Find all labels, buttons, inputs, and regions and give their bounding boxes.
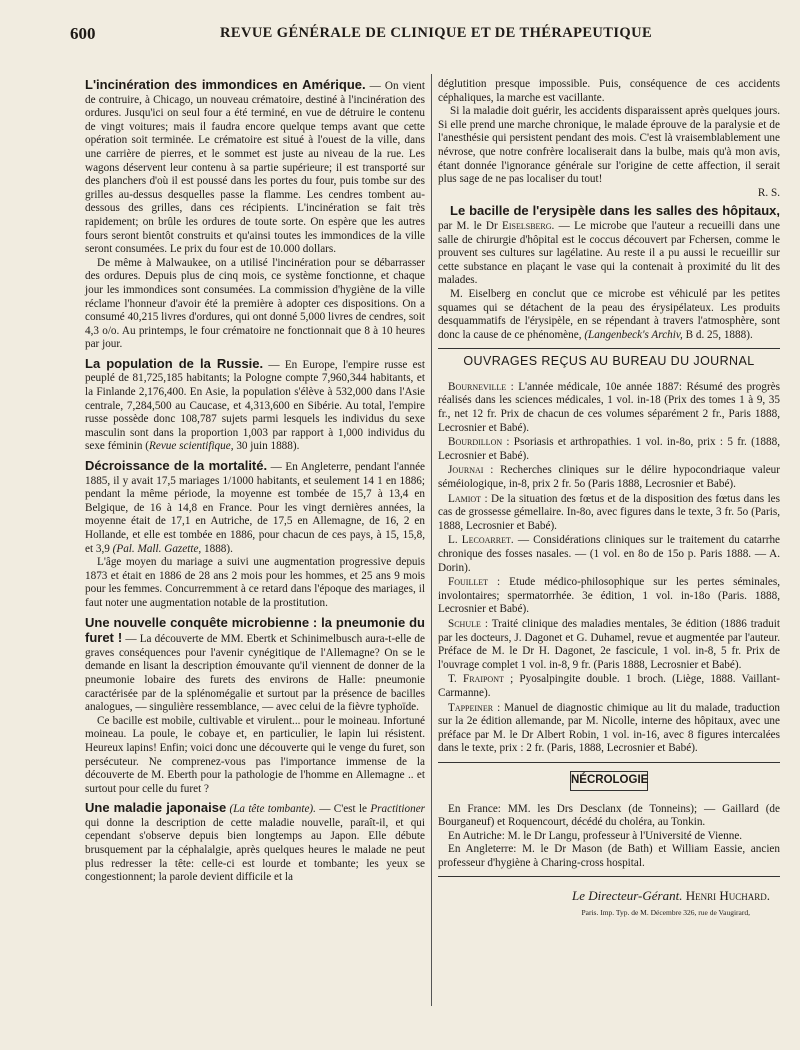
page-header	[60, 24, 760, 46]
book-description: : Etude médico-philosophique sur les pertes séminales, involontaires; spermatorrhée. 3e édition, 1 vol. in-18o (Paris. 1888, Lecrosnier et Babé).	[438, 576, 781, 616]
article-title: Le bacille de l'erysipèle dans les salles des hôpitaux,	[450, 203, 780, 219]
article-japanese-disease: Une maladie japonaise (La tête tombante). — C'est le Practitioner qui donne la description de cette maladie nouvelle, paraît-il, et qui cependant s'observe depuis bien longtemps au Japon. Elle débute brusquement par la céphalalgie, après quelques heures le malade ne peut plus redresser la tête: celle-ci est lourde et tombante; les yeux se congestionnent; la parole devient difficile et la	[85, 800, 426, 884]
article-ferret: Une nouvelle conquête microbienne : la pneumonie du furet ! — La découverte de MM. Ebertk et Schinimelbusch aura-t-elle de graves conséquences pour l'avenir cynégitique de l'Allemagne? On se le demande en lisant la description émouvante qu'il viennent de donner de la pneumonie lobaire des furets des environs de Halle: pneumonie caractérisée par de la splénomégalie et surtout par la présence de bacilles analogues, — singulière ressemblance, — avec celui de la fièvre typhoïde. Ce bacille est mobile, cultivable et virulent... pour le moineau. Infortuné moineau. La poule, le cobaye et, en particulier, le lapin lui résistent. Heureux lapins! Enfin; voici donc une découverte qui le venge du furet, son persécuteur. Ne comprenez-vous pas l'importance immense de la découverte de M. Eberth pour la pathologie de l'homme en Allemagne .. et surtout pour celle du furet ?	[85, 614, 425, 795]
article-paragraph: L'âge moyen du mariage a suivi une augmentation progressive depuis 1873 et était en 1886 de 28 ans 2 mois pour les hommes, et 25 ans 9 mois pour les femmes. Concurremment à ce retard dans l'époque des mariages, il faut noter une augmentation notable de la prostitution.	[85, 556, 425, 609]
section-divider	[438, 348, 780, 349]
article-source: (Langenbeck's Archiv,	[584, 328, 683, 341]
book-entry	[438, 464, 780, 491]
book-description: : Manuel de diagnostic chimique au lit du malade, traduction sur la 2e édition allemande, par M. Nicolle, interne des hôpitaux, avec une préface par M. le Dr Albert Robin, 1 vol. in-16, avec 8 figures intercalées dans le texte, prix : 2 fr. (Paris, 1888, Lecrosnier et Babé).	[438, 701, 781, 755]
book-author: Bourneville	[448, 380, 507, 393]
article-title: Une nouvelle conquête microbienne : la pneumonie du furet !	[85, 614, 425, 646]
article-date: B d. 25, 1888).	[685, 328, 753, 341]
article-source: (Pal. Mall. Gazette,	[112, 542, 202, 555]
printer-imprint: Paris. Imp. Typ. de M. Décembre 326, rue de Vaugirard,	[581, 908, 750, 918]
necrology-entry: En Angleterre: M. le Dr Mason (de Bath) et William Eassie, ancien professeur d'hygiène à Charing-cross hospital.	[438, 843, 780, 869]
article-mortality: Décroissance de la mortalité. — En Angleterre, pendant l'année 1885, il y avait 17,5 mariages 1/1000 habitants, et seulement 14 1 en 1886; pendant la même période, la moyenne est tombée de 15,7 à 13,4 en Belgique, de 16 à 14,8 en France. Pour les vingt dernières années, la moyenne était de 17,1 en Autriche, de 17,5 en Allemagne, de 16, 2 en Hollande, et elle est tombée en 1886, pour chacun de ces pays, à 15, 15,8, et 3,9 (Pal. Mall. Gazette, 1888). L'âge moyen du mariage a suivi une augmentation progressive depuis 1873 et était en 1886 de 28 ans 2 mois pour les hommes, et 25 ans 9 mois pour les femmes. Concurremment à ce retard dans l'époque des mariages, il faut noter une augmentation notable de la prostitution.	[85, 458, 426, 609]
article-russia: La population de la Russie. — En Europe, l'empire russe est peuplé de 81,725,185 habitants; la Pologne compte 7,960,344 habitants, et la Finlande 2,176,400. En Asie, la population s'élève à 532,000 dans l'Asie centrale, 7,284,500 au Caucase, et 4,313,600 en Sibérie. Au total, l'empire russe possède donc 108,787 sujets parmi lesquels les individus du sexe masculin sont dans la proportion 1,003 par rapport à 1,000 individus du sexe féminin (Revue scientifique, 30 juin 1888).	[85, 355, 425, 453]
book-description: : Psoriasis et arthropathies. 1 vol. in-8o, prix : 5 fr. (1888, Lecrosnier et Babé).	[438, 436, 780, 462]
article-body: — Le microbe que l'auteur a recueilli dans une salle de chirurgie d'hôpital est le coccus découvert par Fchersen, comme le prouvent ses cultures sur lagélatine. Au reste il a pu aussi le recueillir sur cette substance en plaçant le vase qui la contenait à proximité du lit des malades.	[438, 219, 780, 287]
book-entry	[438, 673, 780, 700]
books-section-title: OUVRAGES REÇUS AU BUREAU DU JOURNAL	[463, 354, 755, 369]
book-entry	[438, 493, 780, 534]
article-body: qui donne la description de cette maladie nouvelle, paraît-il, et qui cependant s'observe depuis bien longtemps au Japon. Elle débute brusquement par la céphalalgie, après quelques heures le malade ne peut plus redresser la tête: celle-ci est lourde et tombante; les yeux se congestionnent; la parole devient difficile et la	[85, 816, 425, 884]
article-body: La découverte de MM. Ebertk et Schinimelbusch aura-t-elle de graves conséquences pour l'avenir cynégitique de l'Allemagne? On se le demande en lisant la description émouvante qu'il viennent de donner de la pneumonie lobaire des furets des environs de Halle: pneumonie caractérisée par de la splénomégalie et surtout par la présence de bacilles analogues, — singulière ressemblance, — avec celui de la fièvre typhoïde.	[85, 633, 425, 714]
article-incineration: L'incinération des immondices en Amérique. — On vient de contruire, à Chicago, un nouveau crématoire, destiné à l'incinération des ordures. Jusqu'ici on seul four a été terminé, en vue de détruire le contenu de vingt voitures; mais il faudra encore quelque temps avant que cette opération soit terminée. Le crématoire est situé à l'ouest de la ville, dans une carrière de pierres, et le sommet est juste au niveau de la rue. Les wagons déservent leur contenu à sa partie supérieure; il est transporté sur des planchers d'où il est poussé dans les portes du four, puis tombe sur des grilles au-dessus desquelles passe la flamme. Les cendres tombent au-dessous des grilles, dans ces récipients. L'incinération se fait très rapidement; on brûle les ordures de toute sorte. On espère que les autres fours seront bientôt construits et qu'ainsi toutes les immondices de la ville seront consumées. Le prix du four est de 10.000 dollars. De même à Malwaukee, on a utilisé l'incinération pour se débarrasser des ordures. Depuis plus de cinq mois, ce système fonctionne, et chaque jour les immondices sont consumées. La commission d'hygiène de la ville réclame l'honneur d'avoir été la première à adopter ces dispositions. On a consumé 40,215 livres d'ordures, qui ont donné 5,000 livres de cendres, soit 4,3 o/o. Au printemps, le four crématoire ne fonctionnait que 8 à 10 heures par jour.	[85, 77, 425, 351]
article-title: Une maladie japonaise	[85, 800, 227, 816]
book-entry	[438, 702, 780, 756]
book-author: Bourdillon	[448, 436, 503, 449]
book-author: Lamiot	[448, 492, 482, 505]
article-continuation: déglutition presque impossible. Puis, conséquence de ces accidents céphaliques, la marche est vacillante.	[438, 78, 780, 104]
book-author: L. Lecoarret.	[448, 534, 514, 547]
book-description: : De la situation des fœtus et de la disposition des fœtus dans les cas de grossesse gémellaire. In-8o, avec figures dans le texte, 3 fr. 5o (Paris, 1888, Lecrosnier et Babé).	[438, 492, 780, 532]
article-title: Décroissance de la mortalité.	[85, 458, 268, 474]
book-author: Tappeiner	[448, 701, 494, 714]
running-title: REVUE GÉNÉRALE DE CLINIQUE ET DE THÉRAPEUTIQUE	[220, 25, 653, 41]
article-source: Revue scientifique,	[149, 440, 234, 453]
book-description: : Recherches cliniques sur le délire hypocondriaque valeur séméiologique, in-8, prix 2 fr. 5o (Paris 1888, Lecrosnier et Babé).	[438, 464, 781, 491]
necrology-heading: NÉCROLOGIE	[570, 771, 648, 791]
author-name: Eiselsberg.	[502, 219, 555, 232]
necrology-entry: En France: MM. les Drs Desclanx (de Tonneins); — Gaillard (de Bourganeuf) et Roquencourt, décédé du choléra, au Tonkin.	[438, 802, 780, 829]
article-body: En Europe, l'empire russe est peuplé de 81,725,185 habitants; la Pologne compte 7,960,344 habitants, et la Finlande 2,176,400. En Asie, la population s'élève à 532,000 dans l'Asie centrale, 7,284,500 au Caucase, et 4,313,600 en Sibérie. Au total, l'empire russe possède donc 108,787 sujets parmi lesquels les individus du sexe masculin sont dans la proportion 1,003 par rapport à 1,000 individus du sexe féminin	[85, 358, 425, 453]
article-title: L'incinération des immondices en Amérique.	[85, 77, 366, 92]
article-signature: R. S.	[757, 186, 780, 199]
article-paragraph: Si la maladie doit guérir, les accidents disparaissent après quelques jours. Si elle prend une marche chronique, le malade éprouve de la paralysie et de l'anesthésie qui persistent pendant des mois. C'est là vraisemblablement une névrose, que notre confrère localiserait dans la bulbe, mais qu'à mon avis, étant donnée l'ignorance générale sur l'origine de cette affection, il serait plus sage de ne pas localiser du tout!	[438, 105, 780, 186]
section-divider	[438, 876, 780, 877]
article-body: En Angleterre, pendant l'année 1885, il y avait 17,5 mariages 1/1000 habitants, et seulement 14 1 en 1886; pendant la même période, la moyenne est tombée de 15,7 à 13,4 en Belgique, de 16 à 14,8 en France. Pour les vingt dernières années, la moyenne était de 17,1 en Autriche, de 17,5 en Allemagne, de 16, 2 en Hollande, et elle est tombée en 1886, pour chacun de ces pays, à 15, 15,8, et 3,9	[85, 461, 426, 555]
book-description: — Considérations cliniques sur le traitement du catarrhe chronique des fosses nasales. — (1 vol. en 8o de 15o p. Paris 1888. — A. Dorin).	[438, 534, 781, 574]
director-signature	[438, 889, 770, 903]
article-title: La population de la Russie.	[85, 355, 264, 371]
book-author: Journai	[448, 464, 484, 477]
book-author: Fouillet	[448, 576, 488, 589]
article-paragraph: Ce bacille est mobile, cultivable et virulent... pour le moineau. Infortuné moineau. La poule, le cobaye et, en particulier, le lapin lui résistent. Heureux lapins! Enfin; voici donc une découverte qui le venge du furet, son persécuteur. Ne comprenez-vous pas l'importance immense de la découverte de M. Eberth pour la pathologie de l'homme en Allemagne .. et surtout pour celle du furet ?	[85, 714, 425, 795]
book-entry	[438, 618, 780, 672]
article-date: 30 juin 1888).	[236, 440, 300, 453]
book-description: : L'année médicale, 10e année 1887: Résumé des progrès réalisés dans les sciences médicales, 1 vol. in-18 (Prix des tomes 1 à 9, 35 fr., net 12 fr. Prix de chacun de ces volumes séparément 2 fr., Paris 1888, Lecrosnier et Babé).	[438, 380, 780, 434]
article-source: Practitioner	[370, 803, 426, 816]
page-number: 600	[70, 24, 96, 43]
book-entry	[438, 436, 780, 463]
book-description: ; Pyosalpingite double. 1 broch. (Liège, 1888. Vaillant-Carmanne).	[438, 673, 780, 699]
book-author: Schule	[448, 617, 481, 630]
article-paragraph: M. Eiselberg en conclut que ce microbe est véhiculé par les petites squames qui se détachent de la peau des érysipélateux. Les produits desquammatifs de l'érysipèle, en se répendant à travers l'atmosphère, sont donc la cause de ce phénomène,	[438, 287, 780, 341]
director-label: Le Directeur-Gérant.	[572, 888, 683, 904]
column-divider	[431, 74, 432, 1006]
article-lead: C'est le	[333, 803, 368, 816]
article-paragraph: De même à Malwaukee, on a utilisé l'incinération pour se débarrasser des ordures. Depuis plus de cinq mois, ce système fonctionne, et chaque jour les immondices sont consumées. La commission d'hygiène de la ville réclame l'honneur d'avoir été la première à adopter ces dispositions. On a consumé 40,215 livres d'ordures, qui ont donné 5,000 livres de cendres, soit 4,3 o/o. Au printemps, le four crématoire ne fonctionnait que 8 à 10 heures par jour.	[85, 256, 425, 351]
article-erysipelas: Le bacille de l'erysipèle dans les salles des hôpitaux, par M. le Dr Eiselsberg. — Le microbe que l'auteur a recueilli dans une salle de chirurgie d'hôpital est le coccus découvert par Fchersen, comme le prouvent ses cultures sur lagélatine. Au reste il a pu aussi le recueillir sur cette substance en plaçant le vase qui la contenait à proximité du lit des malades. M. Eiselberg en conclut que ce microbe est véhiculé par les petites squames qui se détachent de la peau des érysipélateux. Les produits desquammatifs de l'érysipèle, en se répendant à travers l'atmosphère, sont donc la cause de ce phénomène, (Langenbeck's Archiv, B d. 25, 1888).	[438, 203, 780, 341]
right-column	[438, 78, 780, 920]
book-entry	[438, 534, 780, 575]
article-subtitle: (La tête tombante).	[229, 803, 316, 816]
book-author: T. Fraipont	[448, 673, 504, 686]
necrology-entry: En Autriche: M. le Dr Langu, professeur à l'Université de Vienne.	[448, 829, 743, 842]
book-description: : Traité clinique des maladies mentales, 3e édition (1886 traduit par les docteurs, J. Dagonet et G. Duhamel, revue et augmentée par l'auteur. Préface de M. le Dr H. Dagonet, 2e fascicule, 1 vol. in-8, 5 fr. Prix de l'ouvrage complet 1 vol. in-8, 9 fr. (Paris 1888, Lecrosnier et Babé).	[438, 617, 780, 671]
article-body: On vient de contruire, à Chicago, un nouveau crématoire, destiné à l'incinération des ordures. Jusqu'ici on seul four a été terminé, en vue de détruire le contenu de vingt voitures; mais il faudra encore quelque temps avant que cette opération soit terminée. Le crématoire est situé à l'ouest de la ville, dans une carrière de pierres, et le sommet est juste au niveau de la rue. Les wagons déservent leur contenu à sa partie supérieure; il est transporté sur des planchers d'où il est poussé dans les portes du four, puis tombe sur des grilles au-dessus desquelles passe la flamme. Les cendres tombent au-dessous des grilles, dans ces récipients. L'incinération se fait très rapidement; on brûle les ordures de toute sorte. On espère que les autres fours seront bientôt construits et qu'ainsi toutes les immondices de la ville seront consumées. Le prix du four est de 10.000 dollars.	[85, 80, 425, 256]
book-entry	[438, 576, 780, 617]
left-column	[85, 78, 425, 890]
director-name: Henri Huchard.	[685, 888, 770, 904]
books-list	[438, 381, 780, 756]
section-divider	[438, 762, 780, 763]
book-entry	[438, 381, 780, 435]
article-date: 1888).	[204, 542, 233, 555]
